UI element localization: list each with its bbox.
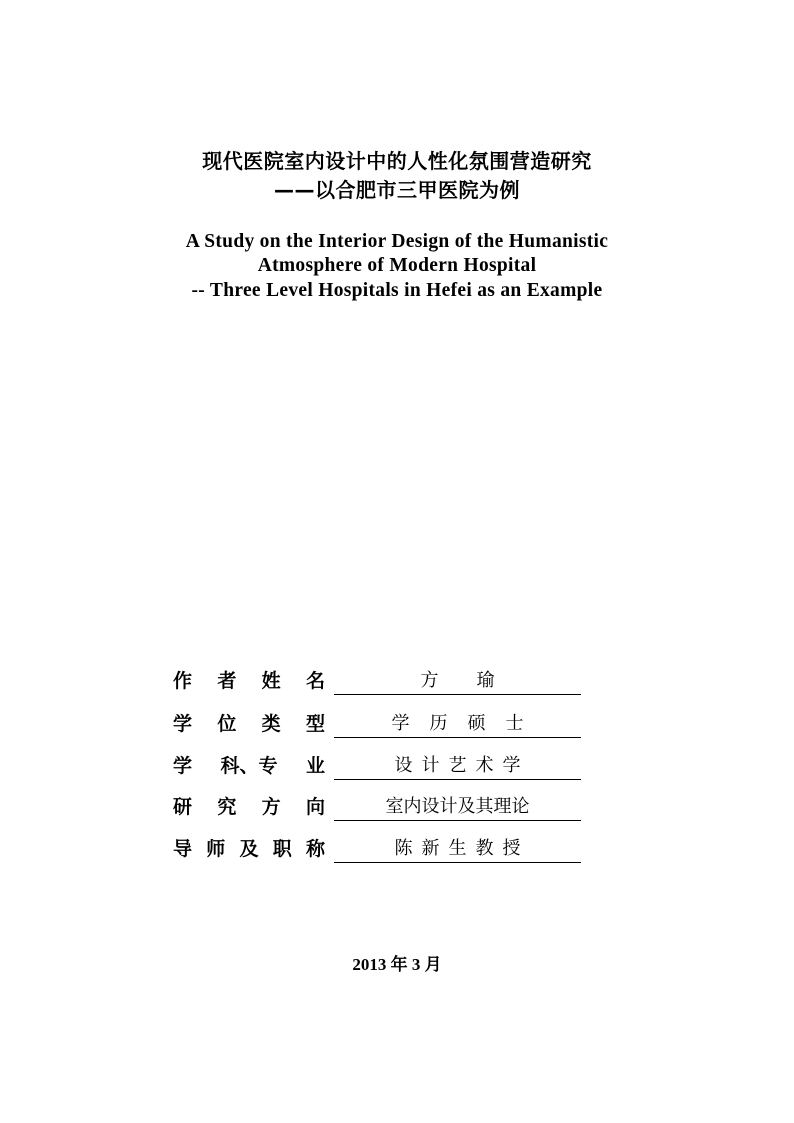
label-char: 位 bbox=[217, 713, 237, 735]
label-char: 职 bbox=[272, 838, 292, 860]
degree-type-row bbox=[173, 709, 593, 739]
degree-type-value: 学历硕士 bbox=[334, 709, 581, 738]
chinese-title-line-2: ——以合肥市三甲医院为例 bbox=[274, 178, 520, 202]
label-char: 称 bbox=[305, 838, 325, 860]
label-char: 学 bbox=[173, 755, 193, 777]
label-char: 导 bbox=[173, 838, 193, 860]
author-row bbox=[173, 666, 593, 696]
english-title-line-3: -- Three Level Hospitals in Hefei as an Example bbox=[191, 280, 603, 301]
advisor-row bbox=[173, 834, 593, 864]
label-char: 师 bbox=[206, 838, 226, 860]
label-char: 究 bbox=[217, 796, 237, 818]
label-char: 方 bbox=[261, 796, 281, 818]
major-label bbox=[173, 751, 325, 781]
research-direction-value: 室内设计及其理论 bbox=[334, 792, 581, 821]
english-title-line-2: Atmosphere of Modern Hospital bbox=[257, 255, 537, 276]
label-char: 型 bbox=[305, 713, 325, 735]
author-label bbox=[173, 666, 325, 696]
chinese-title-line-1: 现代医院室内设计中的人性化氛围营造研究 bbox=[202, 149, 592, 173]
advisor-value: 陈新生教授 bbox=[334, 834, 581, 863]
major-row bbox=[173, 751, 593, 781]
label-char: 姓 bbox=[261, 670, 281, 692]
label-char: 及 bbox=[239, 838, 259, 860]
submission-date: 2013 年 3 月 bbox=[352, 955, 442, 974]
label-char: 研 bbox=[173, 796, 193, 818]
major-value: 设计艺术学 bbox=[334, 751, 581, 780]
label-char: 学 bbox=[173, 713, 193, 735]
label-char: 类 bbox=[261, 713, 281, 735]
label-char: 向 bbox=[305, 796, 325, 818]
label-char: 业 bbox=[305, 755, 325, 777]
label-char: 作 bbox=[173, 670, 193, 692]
research-direction-row bbox=[173, 792, 593, 822]
label-char: 科、专 bbox=[220, 755, 278, 777]
label-char: 名 bbox=[305, 670, 325, 692]
english-title-line-1: A Study on the Interior Design of the Humanistic bbox=[185, 231, 609, 252]
author-value: 方瑜 bbox=[334, 666, 581, 695]
label-char: 者 bbox=[217, 670, 237, 692]
research-direction-label bbox=[173, 792, 325, 822]
advisor-label bbox=[173, 834, 325, 864]
degree-type-label bbox=[173, 709, 325, 739]
